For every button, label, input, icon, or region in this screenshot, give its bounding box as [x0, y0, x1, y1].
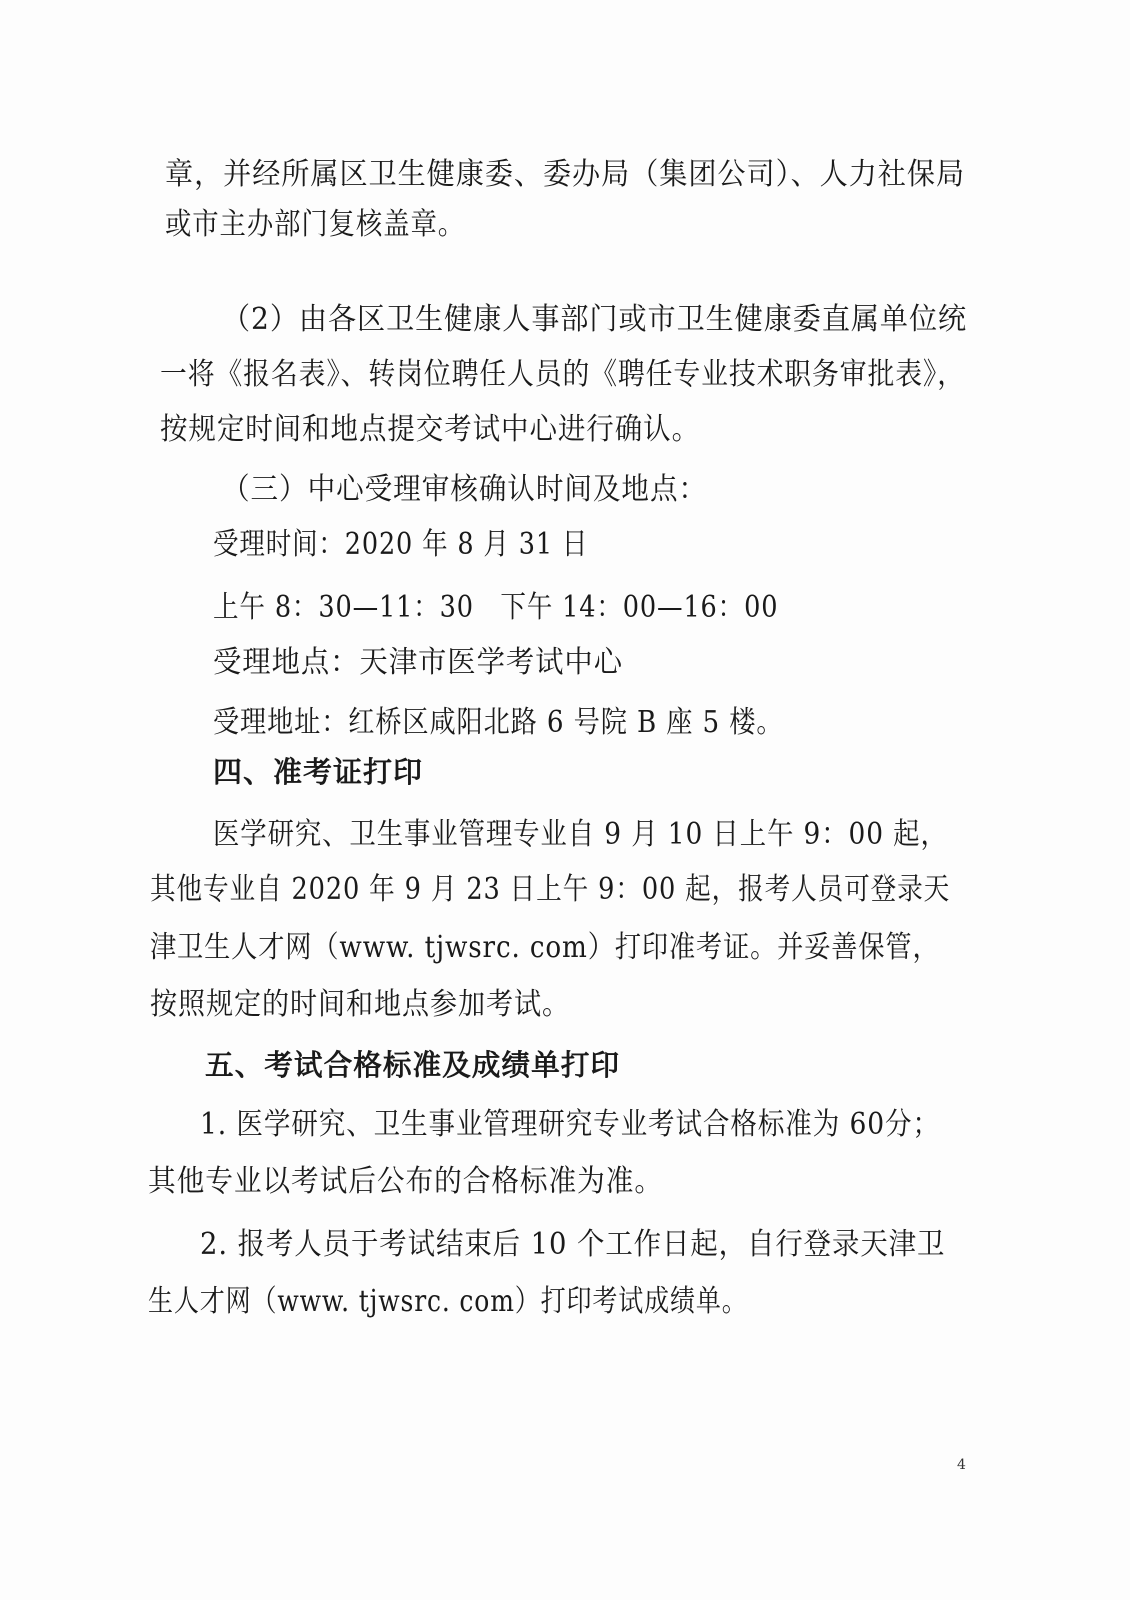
paragraph-line: 章，并经所属区卫生健康委、委办局（集团公司）、人力社保局 — [165, 157, 966, 192]
section-heading: 五、考试合格标准及成绩单打印 — [205, 1048, 621, 1082]
section-heading: 四、准考证打印 — [213, 755, 424, 789]
paragraph-line: 医学研究、卫生事业管理专业自 9 月 10 日上午 9：00 起， — [213, 817, 948, 852]
acceptance-time: 受理时间：2020 年 8 月 31 日 — [213, 527, 589, 562]
paragraph-line: 生人才网（www. tjwsrc. com）打印考试成绩单。 — [148, 1284, 748, 1319]
paragraph-line: 或市主办部门复核盖章。 — [165, 207, 466, 242]
paragraph-line: 其他专业以考试后公布的合格标准为准。 — [148, 1164, 663, 1199]
acceptance-address: 受理地址：红桥区咸阳北路 6 号院 B 座 5 楼。 — [213, 705, 784, 740]
subsection-heading: （三）中心受理审核确认时间及地点： — [222, 472, 707, 507]
paragraph-line: 津卫生人才网（www. tjwsrc. com）打印准考证。并妥善保管， — [150, 930, 940, 965]
paragraph-line: 按规定时间和地点提交考试中心进行确认。 — [160, 412, 700, 447]
paragraph-line: 2. 报考人员于考试结束后 10 个工作日起，自行登录天津卫 — [200, 1227, 946, 1262]
paragraph-line: 其他专业自 2020 年 9 月 23 日上午 9：00 起，报考人员可登录天 — [150, 872, 951, 907]
page-number: 4 — [957, 1457, 966, 1473]
paragraph-line: 1. 医学研究、卫生事业管理研究专业考试合格标准为 60分； — [200, 1107, 940, 1142]
paragraph-line: 按照规定的时间和地点参加考试。 — [150, 987, 570, 1022]
acceptance-hours: 上午 8：30—11：30 下午 14：00—16：00 — [213, 590, 779, 625]
paragraph-line: 一将《报名表》、转岗位聘任人员的《聘任专业技术职务审批表》， — [160, 357, 965, 392]
paragraph-line: （2）由各区卫生健康人事部门或市卫生健康委直属单位统 — [222, 302, 968, 337]
acceptance-place: 受理地点：天津市医学考试中心 — [213, 645, 623, 680]
